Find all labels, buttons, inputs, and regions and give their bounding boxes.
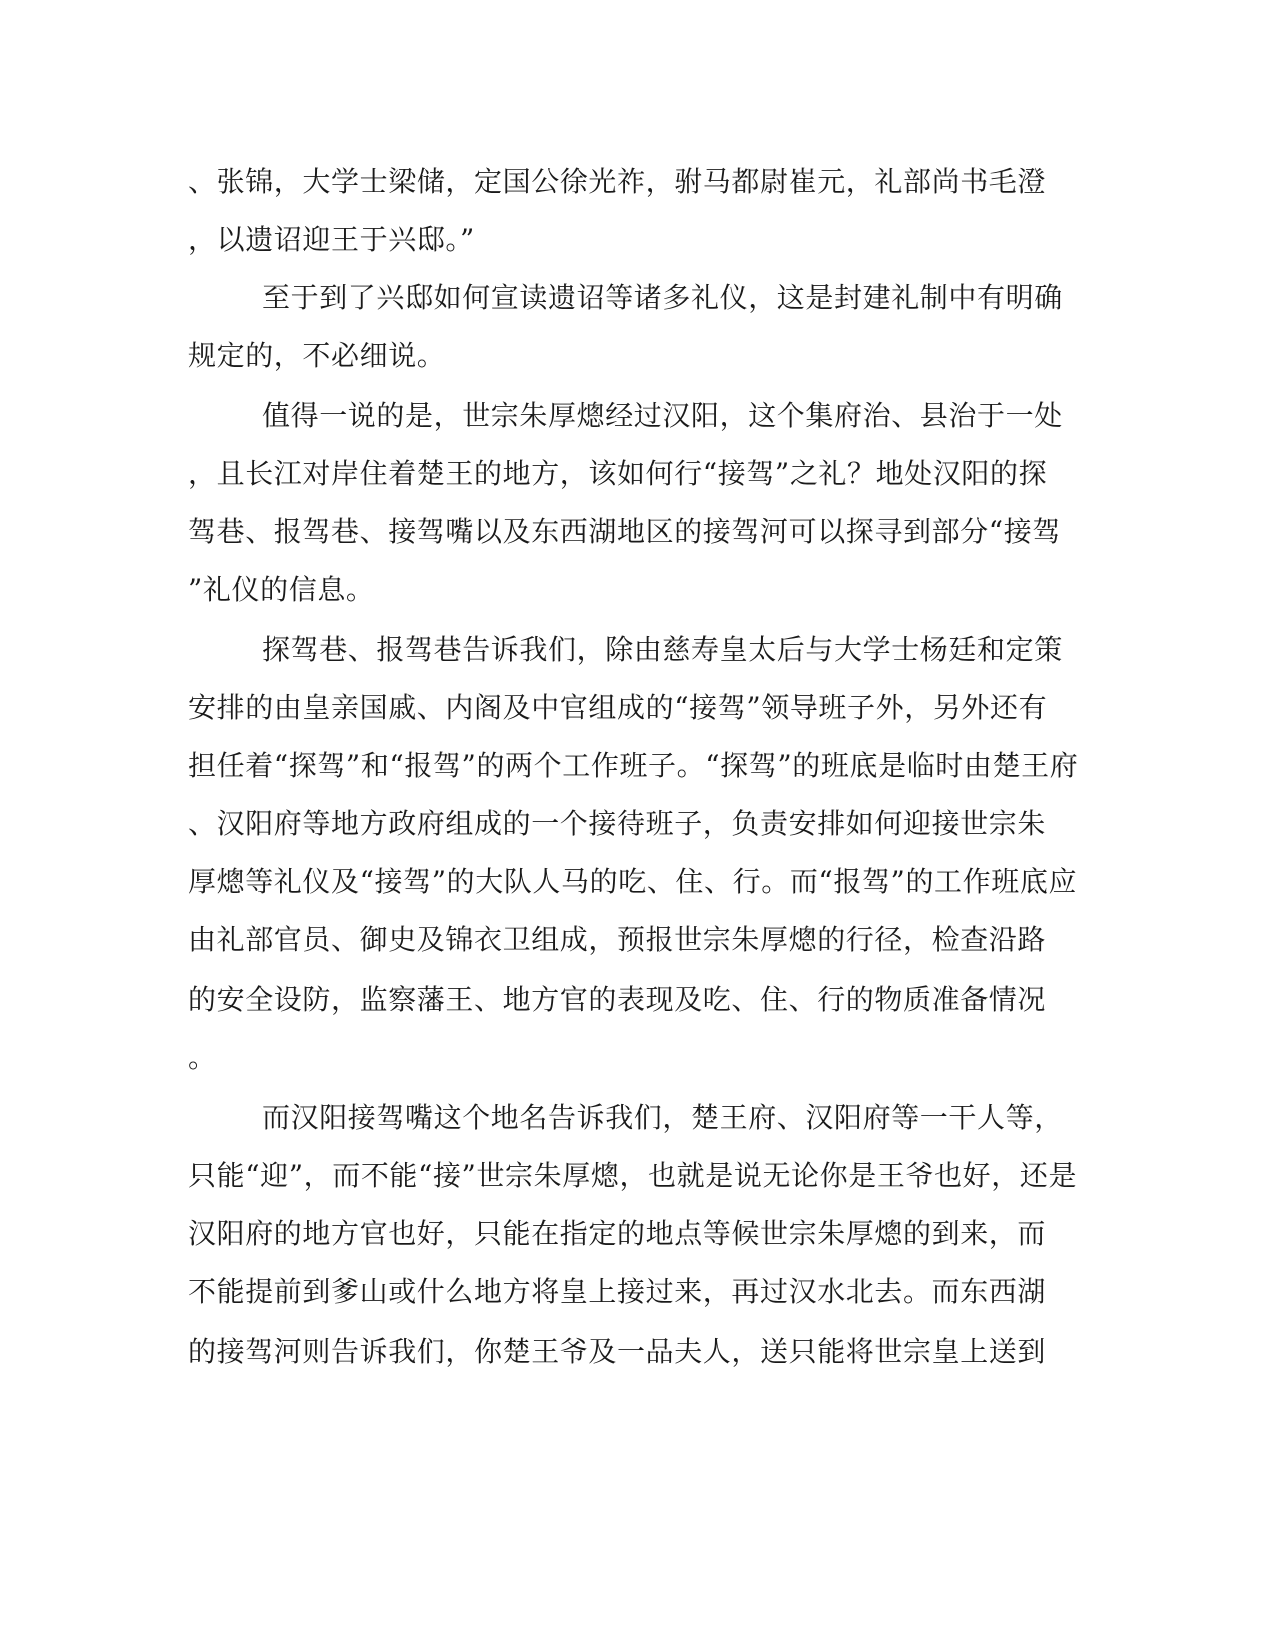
text-line: 不能提前到爹山或什么地方将皇上接过来，再过汉水北去。而东西湖: [188, 1275, 1047, 1308]
paragraph-start-line: 而汉阳接驾嘴这个地名告诉我们，楚王府、汉阳府等一干人等，: [262, 1101, 1063, 1134]
text-line: ，以遗诏迎王于兴邸。”: [188, 223, 475, 256]
text-line: 的安全设防，监察藩王、地方官的表现及吃、住、行的物质准备情况: [188, 983, 1047, 1016]
text-line: 由礼部官员、御史及锦衣卫组成，预报世宗朱厚熜的行径，检查沿路: [188, 923, 1047, 956]
text-line: 的接驾河则告诉我们，你楚王爷及一品夫人，送只能将世宗皇上送到: [188, 1335, 1047, 1368]
text-line: 安排的由皇亲国戚、内阁及中官组成的“接驾”领导班子外，另外还有: [188, 691, 1048, 724]
text-line: 汉阳府的地方官也好，只能在指定的地点等候世宗朱厚熜的到来，而: [188, 1217, 1047, 1250]
text-line: 规定的，不必细说。: [188, 339, 446, 372]
text-line: 厚熜等礼仪及“接驾”的大队人马的吃、住、行。而“报驾”的工作班底应: [188, 865, 1078, 898]
text-line: 。: [188, 1041, 217, 1074]
text-line: 、汉阳府等地方政府组成的一个接待班子，负责安排如何迎接世宗朱: [188, 807, 1047, 840]
text-line: 只能“迎”，而不能“接”世宗朱厚熜，也就是说无论你是王爷也好，还是: [188, 1159, 1078, 1192]
text-line: ，且长江对岸住着楚王的地方，该如何行“接驾”之礼？地处汉阳的探: [188, 457, 1048, 490]
text-line: 担任着“探驾”和“报驾”的两个工作班子。“探驾”的班底是临时由楚王府: [188, 749, 1079, 782]
text-line: ”礼仪的信息。: [188, 573, 375, 606]
paragraph-start-line: 探驾巷、报驾巷告诉我们，除由慈寿皇太后与大学士杨廷和定策: [262, 633, 1063, 666]
text-line: 、张锦，大学士梁储，定国公徐光祚，驸马都尉崔元，礼部尚书毛澄: [188, 165, 1047, 198]
paragraph-start-line: 至于到了兴邸如何宣读遗诏等诸多礼仪，这是封建礼制中有明确: [262, 281, 1063, 314]
text-line: 驾巷、报驾巷、接驾嘴以及东西湖地区的接驾河可以探寻到部分“接驾: [188, 515, 1061, 548]
paragraph-start-line: 值得一说的是，世宗朱厚熜经过汉阳，这个集府治、县治于一处: [262, 399, 1063, 432]
